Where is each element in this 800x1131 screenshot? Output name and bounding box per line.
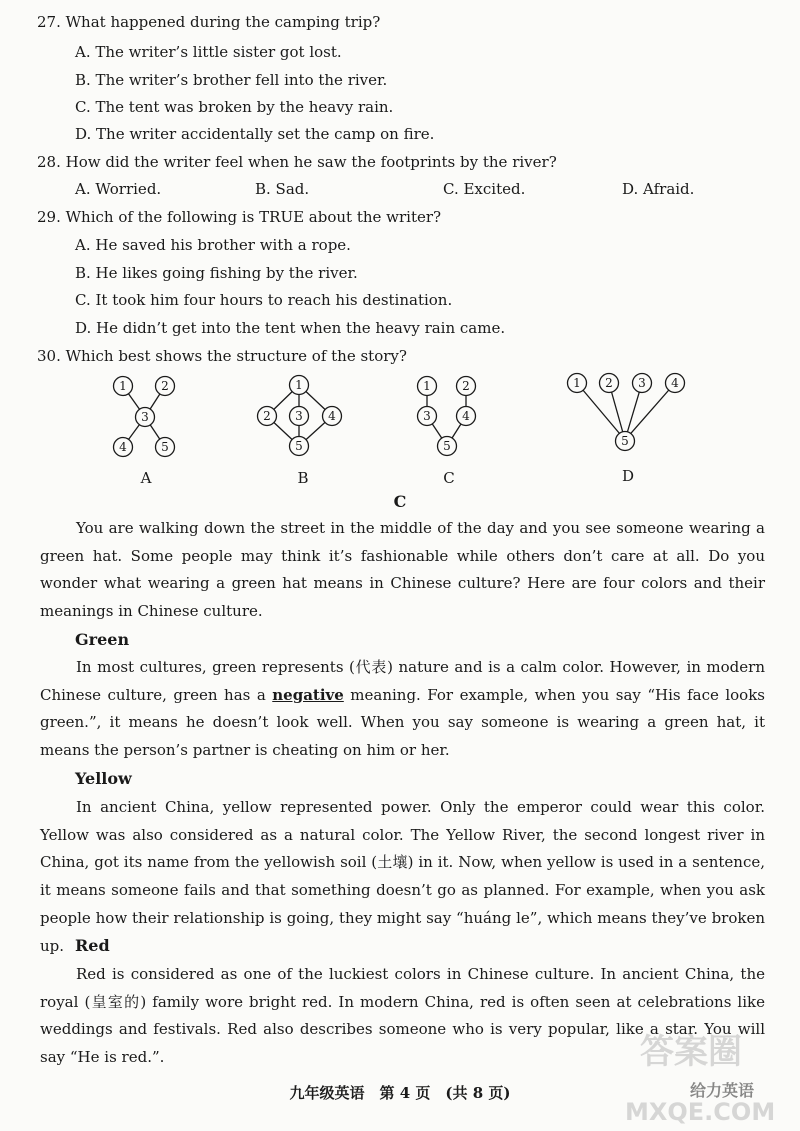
diagram-c-label: C	[443, 469, 455, 487]
diagram-a-num-1: 1	[119, 379, 127, 393]
negative-keyword: negative	[272, 685, 344, 704]
diagram-c-num-3: 3	[423, 409, 431, 423]
diagram-d-label: D	[621, 467, 635, 485]
red-paragraph: Red is considered as one of the luckiest colors in Chinese culture. In ancient China, the royal (皇室的) family wore bright red. In modern China, red is often seen at celebrations like weddings and festivals. Red also describes someone who is very popular, like a star. You will say “He is red.”.	[40, 965, 765, 1067]
q28-option-d: D. Afraid.	[622, 180, 695, 198]
q27-option-c: C. The tent was broken by the heavy rain.	[75, 98, 394, 116]
diagram-a-num-2: 2	[161, 379, 169, 393]
question-30-stem: 30. Which best shows the structure of the story?	[37, 347, 407, 365]
diagram-d-num-3: 3	[638, 376, 646, 390]
green-heading: Green	[75, 630, 130, 649]
diagram-a-num-3: 3	[141, 410, 149, 424]
question-27-stem: 27. What happened during the camping trip?	[37, 13, 381, 31]
q27-option-a: A. The writer’s little sister got lost.	[75, 43, 342, 61]
watermark-mid: 给力英语	[690, 1081, 755, 1100]
diagram-c-num-1: 1	[423, 379, 431, 393]
diagram-a-label: A	[140, 469, 152, 487]
diagram-a-num-4: 4	[119, 440, 127, 454]
question-29-stem: 29. Which of the following is TRUE about the writer?	[37, 208, 442, 226]
diagram-b-label: B	[297, 469, 309, 487]
diagram-b-num-5: 5	[295, 439, 303, 453]
red-heading: Red	[75, 936, 110, 955]
yellow-paragraph: In ancient China, yellow represented power. Only the emperor could wear this color. Yellow was also considered as a natural color. The Yellow River, the second longest river in China, got its name from the yellowish soil (土壤) in it. Now, when yellow is used in a sentence, it means someone fails and that something doesn’t go as planned. For example, when you ask people how their relationship is going, they might say “huáng le”, which means they’ve broken up.	[40, 798, 765, 955]
diagram-d-num-1: 1	[573, 376, 581, 390]
q28-option-c: C. Excited.	[443, 180, 526, 198]
q29-option-c: C. It took him four hours to reach his destination.	[75, 291, 453, 309]
diagram-c-num-2: 2	[462, 379, 470, 393]
diagram-d-num-4: 4	[671, 376, 679, 390]
q27-option-b: B. The writer’s brother fell into the river.	[75, 71, 388, 89]
q27-option-d: D. The writer accidentally set the camp on fire.	[75, 125, 435, 143]
q28-option-a: A. Worried.	[75, 180, 162, 198]
diagram-d-num-2: 2	[605, 376, 613, 390]
structure-diagrams	[0, 370, 800, 490]
diagram-c-num-5: 5	[443, 439, 451, 453]
q29-option-d: D. He didn’t get into the tent when the heavy rain came.	[75, 319, 506, 337]
question-28-stem: 28. How did the writer feel when he saw the footprints by the river?	[37, 153, 557, 171]
q28-option-b: B. Sad.	[255, 180, 310, 198]
yellow-heading: Yellow	[75, 769, 132, 788]
q29-option-a: A. He saved his brother with a rope.	[75, 236, 351, 254]
page-footer: 九年级英语 第 4 页 (共 8 页)	[289, 1084, 511, 1102]
intro-paragraph: You are walking down the street in the middle of the day and you see someone wearing a green hat. Some people may think it’s fashionable while others don’t care at all. Do you wonder what wearing a green hat means in Chinese culture? Here are four colors and their meanings in Chinese culture.	[40, 519, 765, 621]
watermark-top: 答案圈	[640, 1032, 742, 1072]
diagram-b-num-2: 2	[263, 409, 271, 423]
green-paragraph: In most cultures, green represents (代表) nature and is a calm color. However, in modern Chinese culture, green has a negative meaning. For example, when you say “His face looks green.”, it means he doesn’t look well. When you say someone is wearing a green hat, it means the person’s partner is cheating on him or her.	[40, 658, 766, 760]
diagram-b-num-4: 4	[328, 409, 336, 423]
q29-option-b: B. He likes going fishing by the river.	[75, 264, 358, 282]
diagram-b-num-1: 1	[295, 378, 303, 392]
diagram-c-num-4: 4	[462, 409, 470, 423]
diagram-d-num-5: 5	[621, 434, 629, 448]
section-title: C	[393, 492, 407, 511]
diagram-a-num-5: 5	[161, 440, 169, 454]
diagram-b-num-3: 3	[295, 409, 303, 423]
watermark-bottom: MXQE.COM	[625, 1098, 776, 1126]
